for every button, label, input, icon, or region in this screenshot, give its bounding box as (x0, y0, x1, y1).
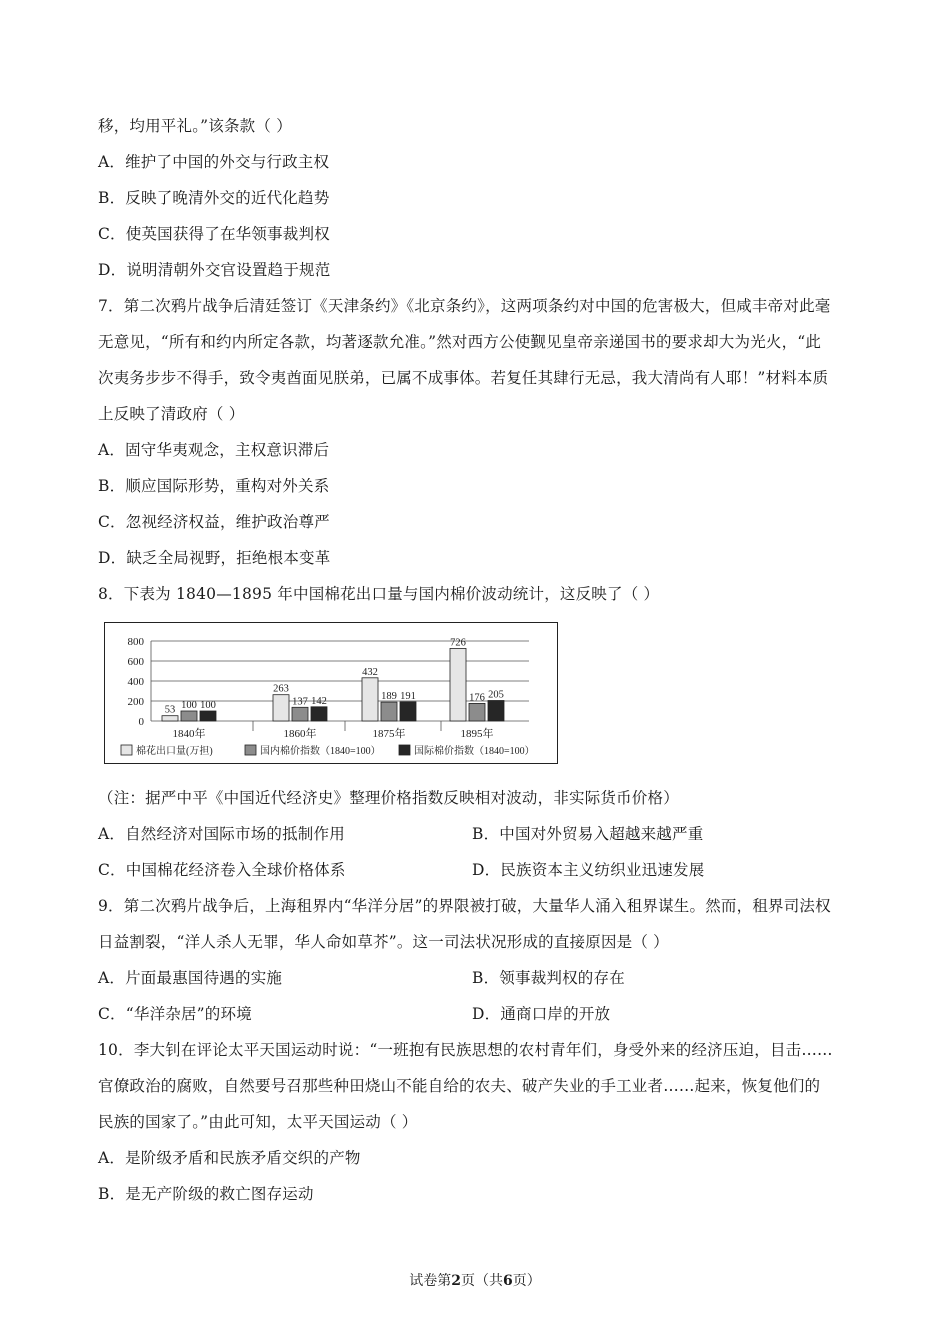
q6-option-d[interactable]: D．说明清朝外交官设置趋于规范 (98, 261, 331, 279)
y-tick-label: 800 (127, 636, 144, 648)
y-tick-label: 400 (127, 676, 144, 688)
bar-value-label: 189 (381, 691, 397, 703)
q7-stem-line1: 7．第二次鸦片战争后清廷签订《天津条约》《北京条约》，这两项条约对中国的危害极大，但咸丰帝对此毫 (98, 297, 831, 315)
q9-option-d[interactable]: D．通商口岸的开放 (472, 1005, 611, 1023)
q8-note: （注：据严中平《中国近代经济史》整理价格指数反映相对波动，非实际货币价格） (98, 789, 679, 807)
q9-option-a[interactable]: A．片面最惠国待遇的实施 (98, 969, 283, 987)
q8-option-d[interactable]: D．民族资本主义纺织业迅速发展 (472, 861, 705, 879)
q9-stem-line2: 日益割裂，“洋人杀人无罪，华人命如草芥”。这一司法状况形成的直接原因是（ ） (98, 933, 669, 951)
x-category-label: 1840年 (172, 728, 206, 740)
q7-option-c[interactable]: C．忽视经济权益，维护政治尊严 (98, 513, 330, 531)
x-category-label: 1875年 (372, 728, 406, 740)
q10-option-b[interactable]: B．是无产阶级的救亡图存运动 (98, 1185, 314, 1203)
legend-swatch-0 (121, 745, 132, 755)
bar-s1-c3 (469, 703, 485, 721)
legend-label: 棉花出口量(万担) (136, 746, 213, 757)
footer-middle: 页（共 (461, 1273, 503, 1289)
bar-s1-c1 (292, 707, 308, 721)
bar-value-label: 205 (488, 689, 504, 701)
x-category-label: 1860年 (283, 728, 317, 740)
legend-swatch-1 (245, 745, 256, 755)
q7-stem-line2: 无意见，“所有和约内所定各款，均著逐款允准。”然对西方公使觐见皇帝亲递国书的要求却大为光火，“此 (98, 333, 822, 351)
q6-option-c[interactable]: C．使英国获得了在华领事裁判权 (98, 225, 330, 243)
bar-s2-c0 (200, 711, 216, 721)
cotton-chart (104, 622, 558, 764)
q7-option-d[interactable]: D．缺乏全局视野，拒绝根本变革 (98, 549, 331, 567)
q10-stem-line1: 10．李大钊在评论太平天国运动时说：“一班抱有民族思想的农村青年们，身受外来的经济压迫，目击…… (98, 1041, 833, 1059)
footer-page-number: 2 (451, 1273, 461, 1289)
legend-swatch-2 (399, 745, 410, 755)
q7-stem-line4: 上反映了清政府（ ） (98, 405, 245, 423)
bar-value-label: 726 (450, 637, 466, 649)
bar-value-label: 100 (181, 700, 197, 711)
cotton-chart-svg (105, 623, 559, 765)
bar-s0-c0 (162, 716, 178, 721)
x-category-label: 1895年 (460, 728, 494, 740)
bar-value-label: 142 (311, 695, 327, 707)
q10-option-a[interactable]: A．是阶级矛盾和民族矛盾交织的产物 (98, 1149, 361, 1167)
page-footer (0, 1272, 950, 1290)
bar-s1-c2 (381, 702, 397, 721)
y-tick-label: 0 (138, 716, 144, 728)
q7-option-a[interactable]: A．固守华夷观念，主权意识滞后 (98, 441, 330, 459)
bar-value-label: 53 (164, 704, 176, 716)
bar-value-label: 137 (292, 696, 308, 708)
y-tick-label: 200 (127, 696, 144, 708)
footer-suffix: 页） (512, 1273, 541, 1289)
footer-prefix: 试卷第 (409, 1273, 452, 1289)
legend-label: 国际棉价指数（1840=100） (414, 746, 535, 757)
legend-label: 国内棉价指数（1840=100） (260, 746, 381, 757)
q7-option-b[interactable]: B．顺应国际形势，重构对外关系 (98, 477, 330, 495)
bar-s1-c0 (181, 711, 197, 721)
bar-value-label: 263 (273, 683, 289, 695)
q8-option-a[interactable]: A．自然经济对国际市场的抵制作用 (98, 825, 345, 843)
bar-value-label: 100 (200, 700, 216, 711)
bar-s2-c2 (400, 702, 416, 721)
footer-total-pages: 6 (503, 1273, 513, 1289)
q9-option-c[interactable]: C．“华洋杂居”的环境 (98, 1005, 252, 1023)
q7-stem-line3: 次夷务步步不得手，致令夷酋面见朕弟，已属不成事体。若复任其肆行无忌，我大清尚有人耶！”材料本质 (98, 369, 829, 387)
bar-value-label: 176 (469, 692, 485, 704)
q10-stem-line2: 官僚政治的腐败，自然要号召那些种田烧山不能自给的农夫、破产失业的手工业者……起来，恢复他们的 (98, 1077, 821, 1095)
bar-s0-c1 (273, 695, 289, 721)
q6-stem-end: 移，均用平礼。”该条款（ ） (98, 117, 292, 135)
bar-s2-c3 (488, 701, 504, 722)
y-tick-label: 600 (127, 656, 144, 668)
bar-s0-c3 (450, 648, 466, 721)
bar-value-label: 432 (362, 666, 378, 678)
q8-option-b[interactable]: B．中国对外贸易入超越来越严重 (472, 825, 704, 843)
bar-s2-c1 (311, 707, 327, 721)
bar-value-label: 191 (400, 690, 416, 702)
q10-stem-line3: 民族的国家了。”由此可知，太平天国运动（ ） (98, 1113, 418, 1131)
q9-option-b[interactable]: B．领事裁判权的存在 (472, 969, 625, 987)
q6-option-a[interactable]: A．维护了中国的外交与行政主权 (98, 153, 330, 171)
q6-option-b[interactable]: B．反映了晚清外交的近代化趋势 (98, 189, 330, 207)
q8-option-c[interactable]: C．中国棉花经济卷入全球价格体系 (98, 861, 346, 879)
q8-stem: 8．下表为 1840—1895 年中国棉花出口量与国内棉价波动统计，这反映了（ ） (98, 585, 660, 603)
bar-s0-c2 (362, 678, 378, 721)
q9-stem-line1: 9．第二次鸦片战争后，上海租界内“华洋分居”的界限被打破，大量华人涌入租界谋生。然而，租界司法权 (98, 897, 831, 915)
